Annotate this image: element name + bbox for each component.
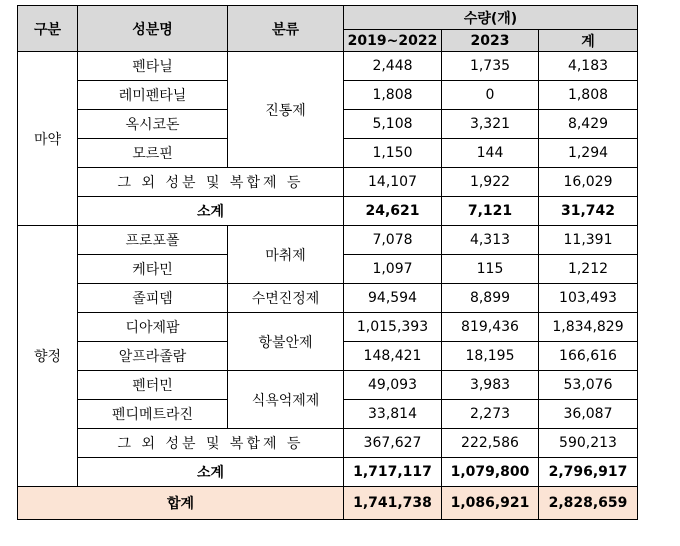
value-y2: 7,121 (442, 197, 539, 226)
value-total: 1,808 (539, 81, 638, 110)
table-row (18, 168, 638, 197)
value-y2: 144 (442, 139, 539, 168)
class-sedative: 수면진정제 (228, 284, 344, 313)
subtotal-row (18, 458, 638, 487)
value-total: 103,493 (539, 284, 638, 313)
value-y2: 1,079,800 (442, 458, 539, 487)
value-y2: 4,313 (442, 226, 539, 255)
header-quantity: 수량(개) (344, 6, 638, 30)
value-total: 1,212 (539, 255, 638, 284)
ingredient-name: 펜터민 (78, 371, 228, 400)
category-narcotics: 마약 (18, 52, 78, 226)
table-row (18, 313, 638, 342)
value-y2: 18,195 (442, 342, 539, 371)
value-total: 36,087 (539, 400, 638, 429)
value-y1: 148,421 (344, 342, 442, 371)
ingredient-name: 프로포폴 (78, 226, 228, 255)
other-ingredients: 그 외 성분 및 복합제 등 (78, 429, 344, 458)
header-ingredient: 성분명 (78, 6, 228, 52)
value-y1: 1,741,738 (344, 487, 442, 520)
grand-total-row (18, 487, 638, 520)
value-y1: 1,717,117 (344, 458, 442, 487)
category-psychotropics: 향정 (18, 226, 78, 487)
value-total: 31,742 (539, 197, 638, 226)
value-y1: 94,594 (344, 284, 442, 313)
header-year-1: 2019~2022 (344, 30, 442, 52)
value-y1: 14,107 (344, 168, 442, 197)
header-class: 분류 (228, 6, 344, 52)
grand-total-label: 합계 (18, 487, 344, 520)
ingredient-name: 케타민 (78, 255, 228, 284)
value-y1: 1,097 (344, 255, 442, 284)
value-total: 1,834,829 (539, 313, 638, 342)
value-y1: 1,808 (344, 81, 442, 110)
value-y2: 1,922 (442, 168, 539, 197)
value-y1: 49,093 (344, 371, 442, 400)
header-category: 구분 (18, 6, 78, 52)
value-y1: 7,078 (344, 226, 442, 255)
value-y1: 5,108 (344, 110, 442, 139)
value-total: 16,029 (539, 168, 638, 197)
value-y2: 2,273 (442, 400, 539, 429)
value-y2: 3,321 (442, 110, 539, 139)
value-total: 8,429 (539, 110, 638, 139)
ingredient-name: 알프라졸람 (78, 342, 228, 371)
value-total: 2,828,659 (539, 487, 638, 520)
value-y2: 115 (442, 255, 539, 284)
value-y2: 1,086,921 (442, 487, 539, 520)
header-total: 계 (539, 30, 638, 52)
table-row (18, 284, 638, 313)
ingredient-name: 옥시코돈 (78, 110, 228, 139)
table-row (18, 52, 638, 81)
class-anesthetic: 마취제 (228, 226, 344, 284)
value-y1: 33,814 (344, 400, 442, 429)
value-total: 590,213 (539, 429, 638, 458)
class-appetite-suppressant: 식욕억제제 (228, 371, 344, 429)
table-row (18, 371, 638, 400)
value-total: 11,391 (539, 226, 638, 255)
ingredient-name: 디아제팜 (78, 313, 228, 342)
subtotal-row (18, 197, 638, 226)
table-row (18, 429, 638, 458)
other-ingredients: 그 외 성분 및 복합제 등 (78, 168, 344, 197)
header-year-2: 2023 (442, 30, 539, 52)
value-total: 1,294 (539, 139, 638, 168)
value-y2: 1,735 (442, 52, 539, 81)
value-total: 2,796,917 (539, 458, 638, 487)
class-anxiolytic: 항불안제 (228, 313, 344, 371)
ingredient-name: 레미펜타닐 (78, 81, 228, 110)
value-y1: 24,621 (344, 197, 442, 226)
table-row (18, 226, 638, 255)
value-y2: 819,436 (442, 313, 539, 342)
quantity-table (17, 5, 638, 520)
value-y1: 367,627 (344, 429, 442, 458)
subtotal-label: 소계 (78, 458, 344, 487)
value-y2: 0 (442, 81, 539, 110)
value-y2: 8,899 (442, 284, 539, 313)
value-y1: 1,150 (344, 139, 442, 168)
value-total: 53,076 (539, 371, 638, 400)
ingredient-name: 펜디메트라진 (78, 400, 228, 429)
value-y2: 222,586 (442, 429, 539, 458)
value-y2: 3,983 (442, 371, 539, 400)
subtotal-label: 소계 (78, 197, 344, 226)
ingredient-name: 펜타닐 (78, 52, 228, 81)
value-total: 4,183 (539, 52, 638, 81)
ingredient-name: 졸피뎀 (78, 284, 228, 313)
ingredient-name: 모르핀 (78, 139, 228, 168)
value-y1: 2,448 (344, 52, 442, 81)
class-analgesic: 진통제 (228, 52, 344, 168)
value-y1: 1,015,393 (344, 313, 442, 342)
value-total: 166,616 (539, 342, 638, 371)
